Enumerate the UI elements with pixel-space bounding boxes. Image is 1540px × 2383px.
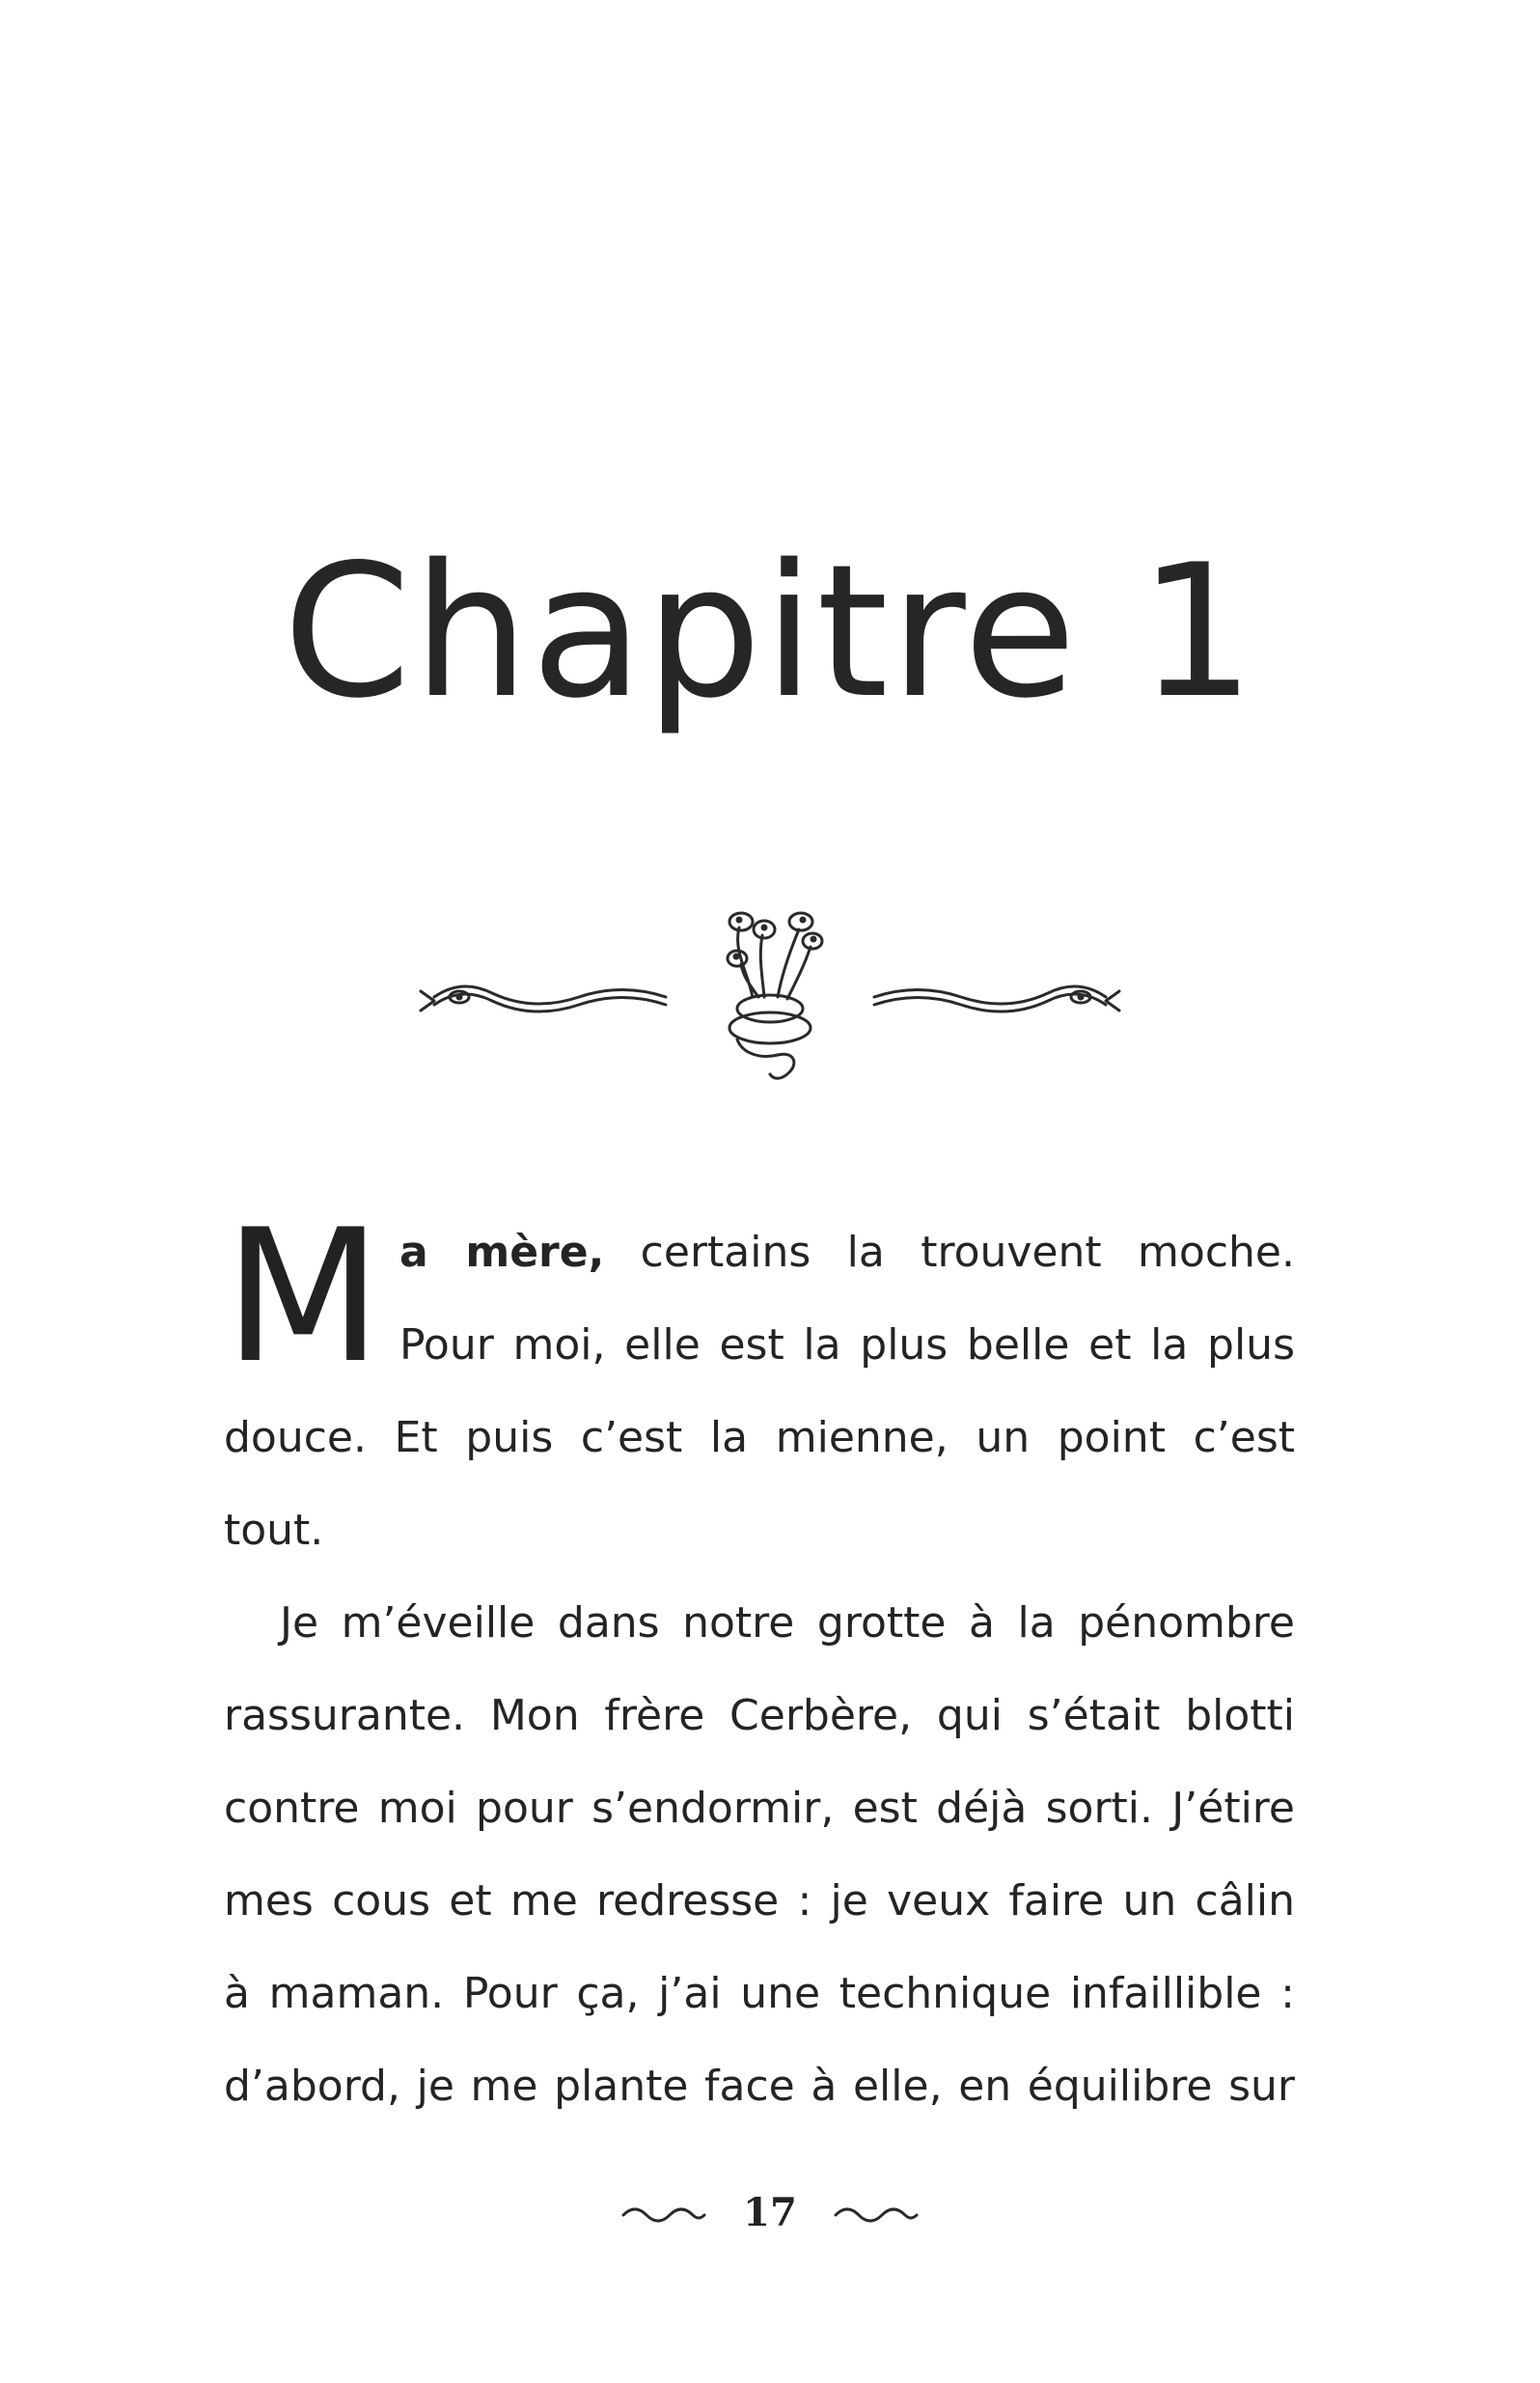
page-number: 17 <box>743 2190 797 2235</box>
hydra-icon <box>728 913 822 1078</box>
text-line: Je m’éveille dans notre grotte à la pénombre <box>280 1598 1295 1648</box>
drop-cap: M <box>224 1190 382 1403</box>
text-line: Pour moi, elle est la plus belle et la plus <box>399 1320 1295 1370</box>
wave-icon <box>832 2202 921 2225</box>
paragraph-1 <box>224 1190 1295 1577</box>
text-line: contre moi pour s’endormir, est déjà sorti. J’étire <box>224 1784 1295 1833</box>
left-snake-icon <box>421 986 666 1011</box>
chapter-title: Chapitre 1 <box>283 525 1257 738</box>
text-line <box>224 1206 1295 1299</box>
text-line: d’abord, je me plante face à elle, en équilibre sur <box>224 2062 1295 2111</box>
text-span: certains la trouvent moche. <box>604 1228 1295 1277</box>
lead-in: a mère, <box>399 1228 605 1277</box>
text-line: rassurante. Mon frère Cerbère, qui s’était blotti <box>224 1691 1295 1740</box>
hydra-snake-ornament-icon <box>415 883 1125 1086</box>
text-line: douce. Et puis c’est la mienne, un point c’est tout. <box>224 1413 1295 1555</box>
text-line: à maman. Pour ça, j’ai une technique infaillible : <box>224 1969 1295 2018</box>
page-footer <box>0 2186 1540 2237</box>
paragraph-2-cont <box>224 1670 1295 2133</box>
paragraph-2 <box>224 1577 1295 1670</box>
chapter-text <box>224 1190 1295 2133</box>
wave-icon <box>619 2202 708 2225</box>
right-snake-icon <box>874 986 1119 1011</box>
text-line: mes cous et me redresse : je veux faire un câlin <box>224 1876 1295 1926</box>
